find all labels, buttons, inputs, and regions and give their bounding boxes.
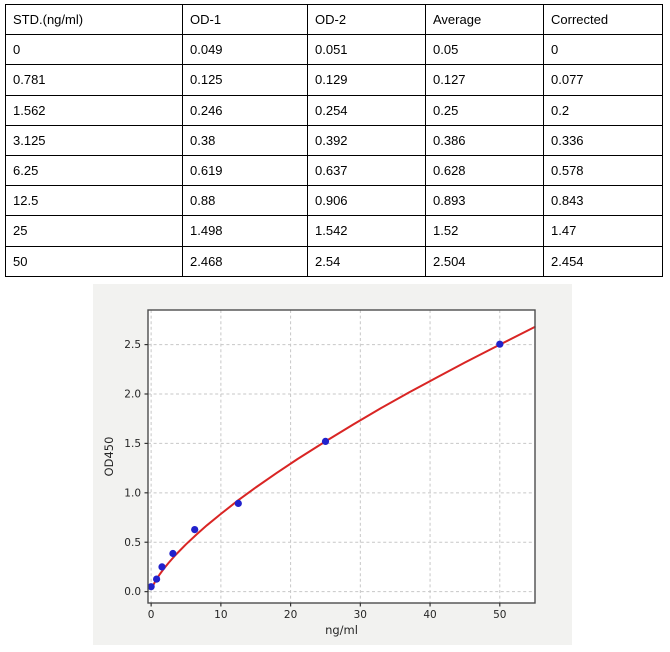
column-header-od1: OD-1 [183,5,308,35]
x-axis-label: ng/ml [325,623,358,637]
table-cell: 0.077 [544,65,663,95]
x-tick-label: 0 [147,609,155,621]
x-tick-label: 30 [353,609,368,621]
y-tick-label: 0.5 [124,536,141,549]
table-cell: 1.498 [183,216,308,246]
x-tick-label: 50 [493,609,507,621]
table-cell: 0.125 [183,65,308,95]
table-header-row [6,5,663,35]
y-tick-label: 1.0 [124,487,141,500]
table-cell: 0.578 [544,155,663,185]
table-cell: 0.05 [426,35,544,65]
column-header-od2: OD-2 [308,5,426,35]
table-row [6,95,663,125]
table-row [6,186,663,216]
table-cell: 0.38 [183,125,308,155]
standard-curve-chart [93,284,572,645]
column-header-corrected: Corrected [544,5,663,35]
table-cell: 0.88 [183,186,308,216]
plot-area [148,310,535,603]
chart-panel [93,284,572,645]
table-cell: 0.619 [183,155,308,185]
data-point [158,563,165,570]
data-point [235,500,242,507]
table-cell: 0.628 [426,155,544,185]
standards-table [5,4,663,277]
y-tick-label: 2.5 [124,339,141,352]
table-cell: 3.125 [6,125,183,155]
table-row [6,35,663,65]
table-cell: 0.25 [426,95,544,125]
table-row [6,216,663,246]
table-cell: 0.051 [308,35,426,65]
table-cell: 12.5 [6,186,183,216]
table-cell: 0.781 [6,65,183,95]
table-row [6,125,663,155]
table-cell: 0 [6,35,183,65]
table-cell: 2.54 [308,246,426,276]
table-cell: 2.454 [544,246,663,276]
table-cell: 1.47 [544,216,663,246]
table-cell: 2.468 [183,246,308,276]
table-cell: 0.246 [183,95,308,125]
table-cell: 25 [6,216,183,246]
x-tick-label: 20 [283,609,298,621]
table-cell: 0 [544,35,663,65]
y-tick-label: 0.0 [124,586,141,599]
table-cell: 0.392 [308,125,426,155]
table-cell: 0.906 [308,186,426,216]
table-cell: 50 [6,246,183,276]
table-row [6,246,663,276]
table-cell: 2.504 [426,246,544,276]
table-cell: 0.127 [426,65,544,95]
data-point [191,526,198,533]
table-cell: 0.386 [426,125,544,155]
y-tick-label: 1.5 [124,438,141,451]
data-point [169,550,176,557]
table-row [6,155,663,185]
column-header-average: Average [426,5,544,35]
table-cell: 6.25 [6,155,183,185]
column-header-std: STD.(ng/ml) [6,5,183,35]
table-cell: 0.129 [308,65,426,95]
data-point [153,576,160,583]
table-cell: 1.52 [426,216,544,246]
table-cell: 1.542 [308,216,426,246]
x-tick-label: 10 [214,609,228,621]
table-cell: 0.893 [426,186,544,216]
table-cell: 0.637 [308,155,426,185]
x-tick-label: 40 [423,609,437,621]
table-cell: 0.2 [544,95,663,125]
table-cell: 0.049 [183,35,308,65]
data-point [496,341,503,348]
table-cell: 0.843 [544,186,663,216]
table-cell: 0.254 [308,95,426,125]
table-cell: 1.562 [6,95,183,125]
data-point [322,438,329,445]
y-tick-label: 2.0 [124,388,141,401]
table-row [6,65,663,95]
table-cell: 0.336 [544,125,663,155]
y-axis-label: OD450 [102,436,116,477]
